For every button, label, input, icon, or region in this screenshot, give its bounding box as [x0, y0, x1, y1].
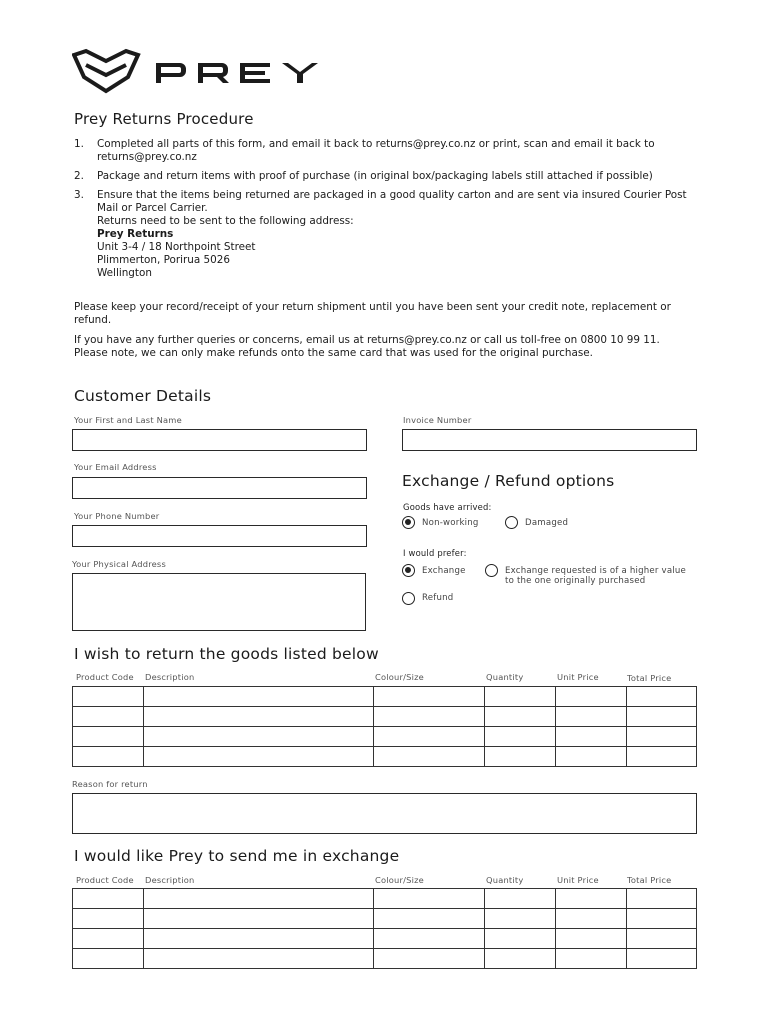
table-cell[interactable] [73, 687, 144, 707]
return-goods-table [72, 686, 697, 767]
invoice-label: Invoice Number [403, 415, 472, 425]
exchange-goods-table [72, 888, 697, 969]
table-cell[interactable] [556, 707, 627, 727]
table-cell[interactable] [144, 687, 374, 707]
table-row [73, 889, 697, 909]
phone-label: Your Phone Number [74, 511, 160, 521]
col-total-price: Total Price [627, 875, 672, 885]
col-colour-size: Colour/Size [375, 672, 424, 682]
table-cell[interactable] [374, 727, 485, 747]
table-cell[interactable] [627, 687, 697, 707]
table-cell[interactable] [374, 889, 485, 909]
table-cell[interactable] [627, 949, 697, 969]
return-goods-title: I wish to return the goods listed below [74, 645, 379, 663]
exchange-label: Exchange [422, 566, 466, 576]
damaged-radio[interactable] [505, 516, 518, 529]
table-cell[interactable] [485, 949, 556, 969]
table-cell[interactable] [485, 889, 556, 909]
name-field[interactable] [72, 429, 367, 451]
table-row [73, 687, 697, 707]
table-cell[interactable] [144, 727, 374, 747]
options-title: Exchange / Refund options [402, 472, 615, 490]
table-cell[interactable] [374, 747, 485, 767]
table-cell[interactable] [627, 909, 697, 929]
table-cell[interactable] [627, 747, 697, 767]
table-cell[interactable] [485, 909, 556, 929]
table-cell[interactable] [556, 949, 627, 969]
address-line: Unit 3-4 / 18 Northpoint Street [97, 241, 256, 253]
address-line: Plimmerton, Porirua 5026 [97, 254, 230, 266]
table-row [73, 909, 697, 929]
prey-logo [72, 47, 322, 95]
reason-field[interactable] [72, 793, 697, 834]
table-cell[interactable] [73, 889, 144, 909]
table-cell[interactable] [556, 727, 627, 747]
col-unit-price: Unit Price [557, 875, 599, 885]
table-cell[interactable] [374, 909, 485, 929]
step-number: 3. [74, 189, 84, 201]
table-cell[interactable] [556, 909, 627, 929]
table-cell[interactable] [144, 889, 374, 909]
procedure-step [74, 189, 694, 280]
prey-wordmark [156, 63, 318, 83]
col-quantity: Quantity [486, 875, 524, 885]
higher-value-radio[interactable] [485, 564, 498, 577]
table-row [73, 949, 697, 969]
col-unit-price: Unit Price [557, 672, 599, 682]
table-cell[interactable] [73, 909, 144, 929]
table-cell[interactable] [627, 727, 697, 747]
address-label: Your Physical Address [72, 559, 166, 569]
table-cell[interactable] [627, 929, 697, 949]
address-intro: Returns need to be sent to the following address: [97, 215, 354, 227]
address-line: Wellington [97, 267, 152, 279]
return-address [97, 228, 694, 280]
note-keep-receipt: Please keep your record/receipt of your return shipment until you have been sent your credit note, replacement or refund. [74, 301, 671, 326]
table-cell[interactable] [73, 727, 144, 747]
table-cell[interactable] [144, 747, 374, 767]
table-cell[interactable] [556, 687, 627, 707]
physical-address-field[interactable] [72, 573, 366, 631]
col-description: Description [145, 672, 195, 682]
step-text: Ensure that the items being returned are packaged in a good quality carton and are sent via insured Courier Post Mail or Parcel Carrier. [97, 189, 687, 214]
table-cell[interactable] [485, 727, 556, 747]
name-label: Your First and Last Name [74, 415, 182, 425]
table-cell[interactable] [627, 707, 697, 727]
table-cell[interactable] [144, 949, 374, 969]
table-cell[interactable] [556, 929, 627, 949]
table-cell[interactable] [485, 747, 556, 767]
table-row [73, 747, 697, 767]
step-text: Package and return items with proof of purchase (in original box/packaging labels still attached if possible) [97, 170, 653, 182]
table-cell[interactable] [374, 949, 485, 969]
procedure-title: Prey Returns Procedure [74, 110, 254, 128]
col-product-code: Product Code [76, 672, 134, 682]
goods-arrived-label: Goods have arrived: [403, 502, 492, 512]
table-row [73, 707, 697, 727]
col-description: Description [145, 875, 195, 885]
reason-label: Reason for return [72, 779, 148, 789]
exchange-radio[interactable] [402, 564, 415, 577]
col-colour-size: Colour/Size [375, 875, 424, 885]
table-cell[interactable] [144, 909, 374, 929]
table-cell[interactable] [374, 687, 485, 707]
table-cell[interactable] [73, 929, 144, 949]
address-line: Prey Returns [97, 228, 174, 240]
table-cell[interactable] [485, 929, 556, 949]
phone-field[interactable] [72, 525, 367, 547]
table-cell[interactable] [144, 707, 374, 727]
prefer-label: I would prefer: [403, 548, 467, 558]
table-cell[interactable] [73, 949, 144, 969]
refund-label: Refund [422, 593, 454, 603]
table-cell[interactable] [485, 707, 556, 727]
procedure-step [74, 138, 694, 164]
email-field[interactable] [72, 477, 367, 499]
col-quantity: Quantity [486, 672, 524, 682]
procedure-steps [74, 138, 694, 286]
non-working-radio[interactable] [402, 516, 415, 529]
exchange-goods-title: I would like Prey to send me in exchange [74, 847, 400, 865]
table-cell[interactable] [374, 929, 485, 949]
step-number: 2. [74, 170, 84, 182]
refund-radio[interactable] [402, 592, 415, 605]
step-text: Completed all parts of this form, and email it back to returns@prey.co.nz or print, scan and email it back to returns@prey.co.nz [97, 138, 655, 163]
higher-value-label: Exchange requested is of a higher value to the one originally purchased [505, 566, 687, 586]
table-cell[interactable] [374, 707, 485, 727]
email-label: Your Email Address [74, 462, 157, 472]
non-working-label: Non-working [422, 518, 479, 528]
note-queries: If you have any further queries or concerns, email us at returns@prey.co.nz or call us toll-free on 0800 10 99 11. Please note, we can only make refunds onto the same card that was used for the original purchase. [74, 334, 660, 359]
col-product-code: Product Code [76, 875, 134, 885]
table-cell[interactable] [556, 747, 627, 767]
table-cell[interactable] [73, 707, 144, 727]
procedure-step [74, 170, 694, 183]
step-number: 1. [74, 138, 84, 150]
col-total-price: Total Price [627, 673, 672, 683]
damaged-label: Damaged [525, 518, 569, 528]
customer-details-title: Customer Details [74, 387, 212, 405]
table-row [73, 929, 697, 949]
table-row [73, 727, 697, 747]
table-cell[interactable] [144, 929, 374, 949]
table-cell[interactable] [627, 889, 697, 909]
invoice-number-field[interactable] [402, 429, 697, 451]
table-cell[interactable] [73, 747, 144, 767]
table-cell[interactable] [485, 687, 556, 707]
table-cell[interactable] [556, 889, 627, 909]
